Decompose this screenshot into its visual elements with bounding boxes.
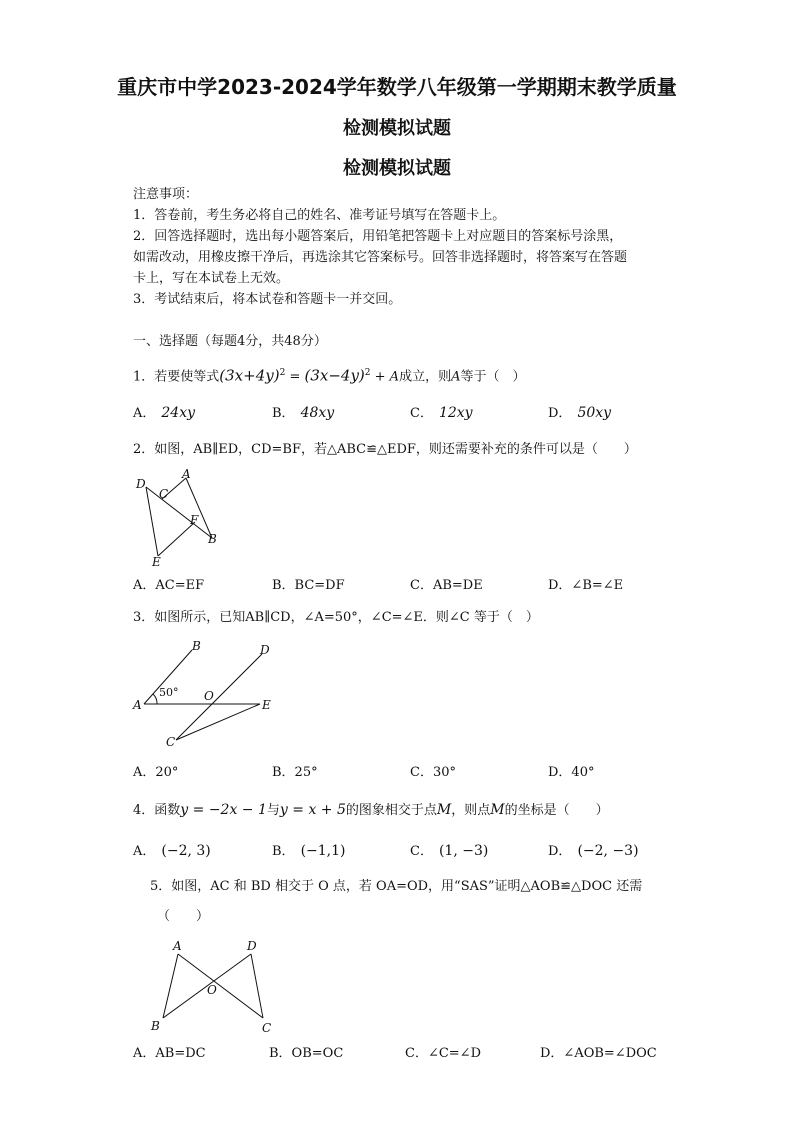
q4-point-m2: M: [490, 802, 505, 818]
q1-option-a-label: A．: [133, 406, 156, 421]
q4-option-a[interactable]: [133, 843, 211, 860]
q2-label-d: D: [136, 477, 146, 491]
q1-option-c[interactable]: [410, 405, 473, 422]
q4-post: 的图象相交于点: [345, 803, 437, 818]
q5-label-c: C: [262, 1021, 272, 1035]
question-3: 3．如图所示，已知AB∥CD，∠A=50°，∠C=∠E．则∠C 等于（ ）: [133, 610, 539, 625]
q3-label-c: C: [166, 735, 176, 749]
question-1: [133, 365, 525, 385]
q2-option-c[interactable]: C．AB=DE: [410, 578, 483, 593]
q5-label-b: B: [151, 1019, 160, 1033]
q3-line-ce: [176, 704, 260, 740]
q5-label-a: A: [173, 939, 182, 953]
q5-figure: [143, 936, 283, 1036]
q2-label-e: E: [152, 555, 161, 569]
question-5: 5．如图，AC 和 BD 相交于 O 点，若 OA=OD，用“SAS”证明△AOB≌△DOC 还需: [150, 879, 643, 894]
q5-option-c[interactable]: C．∠C=∠D: [405, 1046, 481, 1061]
q3-option-b[interactable]: B．25°: [272, 765, 318, 780]
q3-option-d[interactable]: D．40°: [548, 765, 595, 780]
q1-formula-right: (3x−4y): [304, 366, 365, 385]
q1-exp2: 2: [364, 368, 371, 378]
notice-heading: 注意事项：: [133, 187, 199, 202]
q2-label-f: F: [190, 513, 199, 527]
q1-option-d[interactable]: [548, 405, 611, 422]
q2-label-a: A: [182, 467, 191, 481]
notice-item-2: 2．回答选择题时，选出每小题答案后，用铅笔把答题卡上对应题目的答案标号涂黑，: [133, 229, 623, 244]
q5-line-ac: [178, 954, 263, 1018]
q4-option-c-value: (1, −3): [438, 843, 489, 859]
q4-option-c-label: C．: [410, 844, 433, 859]
section-heading: 一、选择题（每题4分，共48分）: [133, 334, 327, 349]
q4-option-d-label: D．: [548, 844, 572, 859]
notice-item-1: 1．答卷前，考生务必将自己的姓名、准考证号填写在答题卡上。: [133, 208, 506, 223]
q2-line-ef: [158, 522, 195, 556]
question-2: 2．如图，AB∥ED，CD=BF，若△ABC≌△EDF，则还需要补充的条件可以是（ ）: [133, 442, 637, 457]
q2-option-a[interactable]: A．AC=EF: [133, 578, 205, 593]
q1-eq: =: [285, 369, 305, 385]
q3-option-c[interactable]: C．30°: [410, 765, 456, 780]
q3-label-o: O: [204, 689, 214, 703]
q4-point-m: M: [436, 802, 452, 818]
q3-label-angle: 50°: [159, 686, 179, 699]
q1-exp1: 2: [279, 368, 286, 378]
q1-option-a[interactable]: [133, 405, 195, 422]
q2-label-c: C: [159, 487, 169, 501]
q3-label-a: A: [133, 698, 142, 712]
q3-figure: [130, 636, 280, 752]
q4-option-c[interactable]: [410, 843, 488, 860]
q4-post2: ，则点: [451, 803, 491, 818]
q5-label-d: D: [247, 939, 257, 953]
q2-label-b: B: [208, 532, 217, 546]
q2-option-d[interactable]: D．∠B=∠E: [548, 578, 624, 593]
q1-option-a-value: 24xy: [161, 405, 196, 421]
notice-item-3: 3．考试结束后，将本试卷和答题卡一并交回。: [133, 292, 402, 307]
q4-prefix: 4．函数: [133, 803, 181, 818]
q4-option-a-value: (−2, 3): [161, 843, 211, 859]
q1-option-d-value: 50xy: [577, 405, 612, 421]
q2-option-b[interactable]: B．BC=DF: [272, 578, 345, 593]
q1-option-c-label: C．: [410, 406, 433, 421]
q4-function-2: y = x + 5: [279, 802, 346, 818]
q3-angle-arc: [153, 694, 157, 704]
q1-post2: 等于（ ）: [460, 369, 526, 385]
q5-option-d[interactable]: D．∠AOB=∠DOC: [540, 1046, 657, 1061]
q2-line-de: [146, 487, 158, 556]
q3-option-a[interactable]: A．20°: [133, 765, 179, 780]
q1-formula-left: (3x+4y): [219, 366, 280, 385]
q4-option-a-label: A．: [133, 844, 156, 859]
q1-option-b[interactable]: [272, 405, 334, 422]
q4-post3: 的坐标是（ ）: [504, 803, 609, 818]
q1-option-b-label: B．: [272, 406, 295, 421]
q5-label-o: O: [207, 983, 217, 997]
q4-function-1: y = −2x − 1: [180, 802, 267, 818]
q3-line-cd: [176, 654, 262, 740]
exam-title-line2: 检测模拟试题: [343, 118, 451, 139]
q1-option-b-value: 48xy: [300, 405, 335, 421]
exam-title-line3: 检测模拟试题: [343, 158, 451, 179]
q2-figure: [130, 466, 230, 570]
notice-item-2-cont: 如需改动，用橡皮擦干净后，再选涂其它答案标号。回答非选择题时，将答案写在答题: [133, 250, 628, 265]
q3-label-e: E: [262, 698, 271, 712]
q3-label-d: D: [260, 643, 270, 657]
q2-line-db: [146, 487, 212, 538]
q1-post: 成立，则: [399, 369, 452, 385]
q2-line-ab: [186, 478, 212, 538]
q1-option-d-label: D．: [548, 406, 572, 421]
q4-option-b-value: (−1,1): [300, 843, 346, 859]
notice-item-2-cont2: 卡上，写在本试卷上无效。: [133, 271, 290, 286]
q5-option-a[interactable]: A．AB=DC: [133, 1046, 206, 1061]
q3-label-b: B: [192, 639, 201, 653]
q1-plus-a: + A: [370, 369, 400, 385]
q4-option-d-value: (−2, −3): [577, 843, 639, 859]
q4-mid: 与: [266, 803, 280, 818]
q4-option-b-label: B．: [272, 844, 295, 859]
q1-option-c-value: 12xy: [438, 405, 473, 421]
question-4: [133, 802, 609, 819]
q4-option-d[interactable]: [548, 843, 639, 860]
q5-option-b[interactable]: B．OB=OC: [269, 1046, 344, 1061]
exam-title-line1: 重庆市中学2023-2024学年数学八年级第一学期期末教学质量: [117, 75, 677, 99]
q1-prefix: 1．若要使等式: [133, 369, 220, 385]
q4-option-b[interactable]: [272, 843, 345, 860]
q5-line-dc: [251, 954, 263, 1018]
q1-var-a: A: [451, 369, 461, 385]
question-5-blank: （ ）: [157, 909, 210, 924]
